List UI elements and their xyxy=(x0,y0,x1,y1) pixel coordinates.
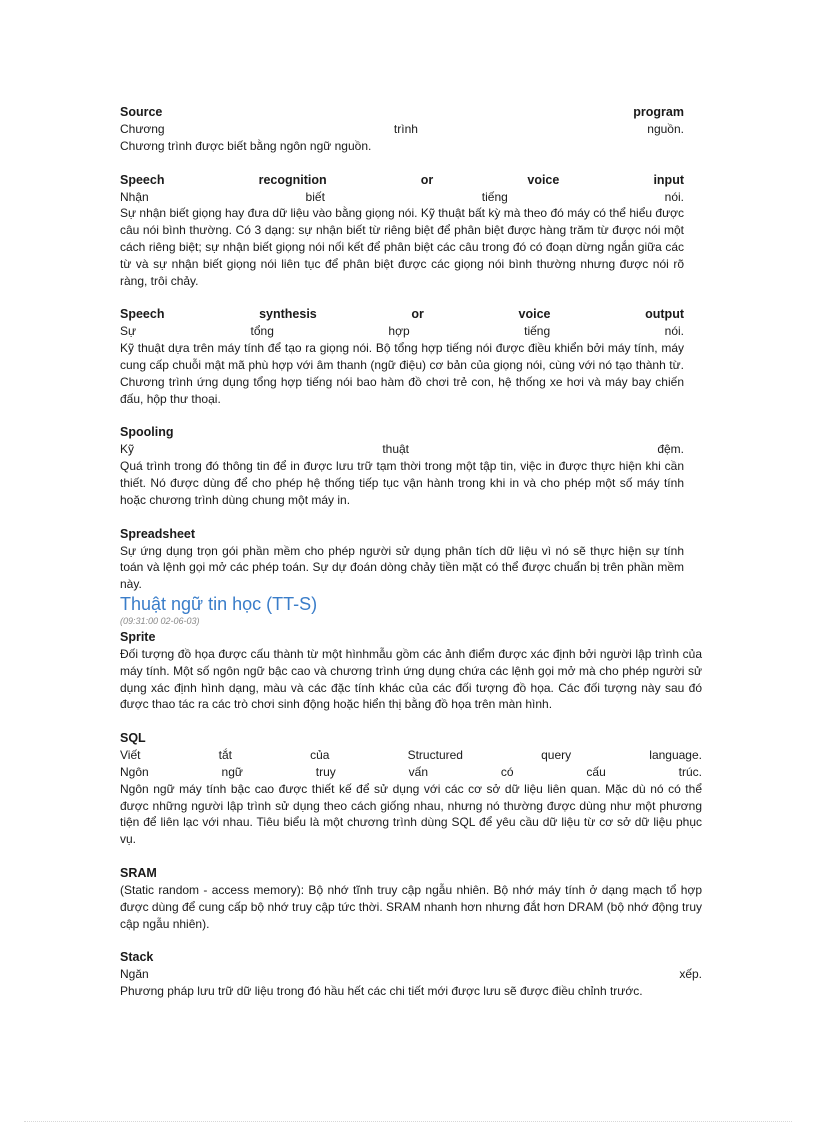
entry-term: Source program xyxy=(120,105,684,119)
entry-stack xyxy=(120,949,702,1000)
entry-translation: Viết tắt của Structured query language. xyxy=(120,748,702,763)
entry-term: Spreadsheet xyxy=(120,526,196,541)
entry-translation-2: Ngôn ngữ truy vấn có cấu trúc. xyxy=(120,764,702,779)
entry-sql xyxy=(120,730,702,848)
entry-translation: Ngăn xếp. xyxy=(120,967,702,982)
glossary-part-1 xyxy=(120,104,684,629)
entry-spooling xyxy=(120,424,684,508)
entry-description: Sự ứng dụng trọn gói phần mềm cho phép người sử dụng phân tích dữ liệu vì nó sẽ thực hiện sự tính toán và lệnh gọi mở các phép toán. Sự dự đoán dòng chảy tiền mặt có thể được chuẩn bị trên phần mềm này. xyxy=(120,543,684,592)
entry-term: SRAM xyxy=(120,865,157,880)
entry-term: Sprite xyxy=(120,630,156,644)
entry-sram xyxy=(120,865,702,932)
entry-term: Spooling xyxy=(120,425,174,440)
entry-translation: Nhận biết tiếng nói. xyxy=(120,189,684,204)
entry-term: SQL xyxy=(120,731,146,746)
entry-source-program xyxy=(120,104,684,155)
glossary-part-2 xyxy=(120,629,702,1017)
entry-description: Ngôn ngữ máy tính bậc cao được thiết kế để sử dụng với các cơ sở dữ liệu liên quan. Mặc dù nó có thể được những người lập trình sử dụng theo cách giống nhau, nhưng nó thường được dùng như một phương tiện để liên lạc với nhau. Tiêu biểu là một chương trình dùng SQL để yêu cầu dữ liệu từ cơ sở dữ liệu phục vụ. xyxy=(120,781,702,847)
entry-description: Quá trình trong đó thông tin để in được lưu trữ tạm thời trong một tập tin, việc in được thực hiện khi cần thiết. Nó được dùng để cho phép hệ thống tiếp tục vận hành trong khi in và cho phép một số máy tính hoặc chương trình dùng chung một máy in. xyxy=(120,459,684,507)
entry-speech-recognition xyxy=(120,172,684,290)
entry-speech-synthesis xyxy=(120,306,684,407)
section-date: (09:31:00 02-06-03) xyxy=(120,615,200,626)
entry-description: Sự nhận biết giọng hay đưa dữ liệu vào bằng giọng nói. Kỹ thuật bất kỳ mà theo đó máy có thể hiểu được câu nói bình thường. Có 3 dạng: sự nhận biết từ riêng biệt để phân biệt được hàng trăm từ được nói một cách riêng biệt; sự nhận biết giọng nói nối kết để phân biệt các câu trong đó có đoạn dừng ngắn giữa các từ và sự nhận biết giọng nói liên tục để phân biệt được các giọng nói bình thường nhưng được nói rõ ràng, trôi chảy. xyxy=(120,206,684,288)
section-heading: Thuật ngữ tin học (TT-S) xyxy=(120,593,318,614)
entry-description: Chương trình được biết bằng ngôn ngữ nguồn. xyxy=(120,138,372,153)
page-bottom-rule xyxy=(24,1121,792,1122)
entry-term: Speech recognition or voice input xyxy=(120,172,684,187)
entry-description: Kỹ thuật dựa trên máy tính để tạo ra giọng nói. Bộ tổng hợp tiếng nói được điều khiển bởi máy tính, máy cung cấp chuỗi mật mã phù hợp với âm thanh (ngữ điệu) cơ bản của giọng nói, cùng với nó tạo thành từ. Chương trình ứng dụng tổng hợp tiếng nói bao hàm đồ chơi trẻ con, hệ thống xe hơi và máy bay chiến đấu, hộp thư thoại. xyxy=(120,341,684,406)
entry-translation: Kỹ thuật đệm. xyxy=(120,442,684,457)
entry-description: Đối tượng đồ họa được cấu thành từ một hìnhmẫu gồm các ảnh điểm được xác định bởi người lập trình của máy tính. Một số ngôn ngữ bậc cao và chương trình ứng dụng chứa các lệnh gọi mở mà cho phép người sử dụng xác định hình dạng, màu và các đặc tính khác của các đối tượng đồ họa. Các đối tượng này sau đó được thao tác ra các trò chơi sinh động hoặc hiển thị bằng đồ họa trên màn hình. xyxy=(120,647,702,712)
entry-term: Stack xyxy=(120,950,154,965)
entry-description: Phương pháp lưu trữ dữ liệu trong đó hầu hết các chi tiết mới được lưu sẽ được điều chỉnh trước. xyxy=(120,984,643,999)
entry-translation: Sự tổng hợp tiếng nói. xyxy=(120,324,684,339)
entry-term: Speech synthesis or voice output xyxy=(120,307,684,322)
entry-spreadsheet xyxy=(120,526,684,593)
entry-sprite xyxy=(120,629,702,713)
entry-translation: Chương trình nguồn. xyxy=(120,122,684,136)
entry-description: (Static random - access memory): Bộ nhớ tĩnh truy cập ngẫu nhiên. Bộ nhớ máy tính ở dạng mạch tổ hợp được dùng để cung cấp bộ nhớ truy cập tức thời. SRAM nhanh hơn nhưng đắt hơn DRAM (bộ nhớ động truy cập ngẫu nhiên). xyxy=(120,882,702,931)
